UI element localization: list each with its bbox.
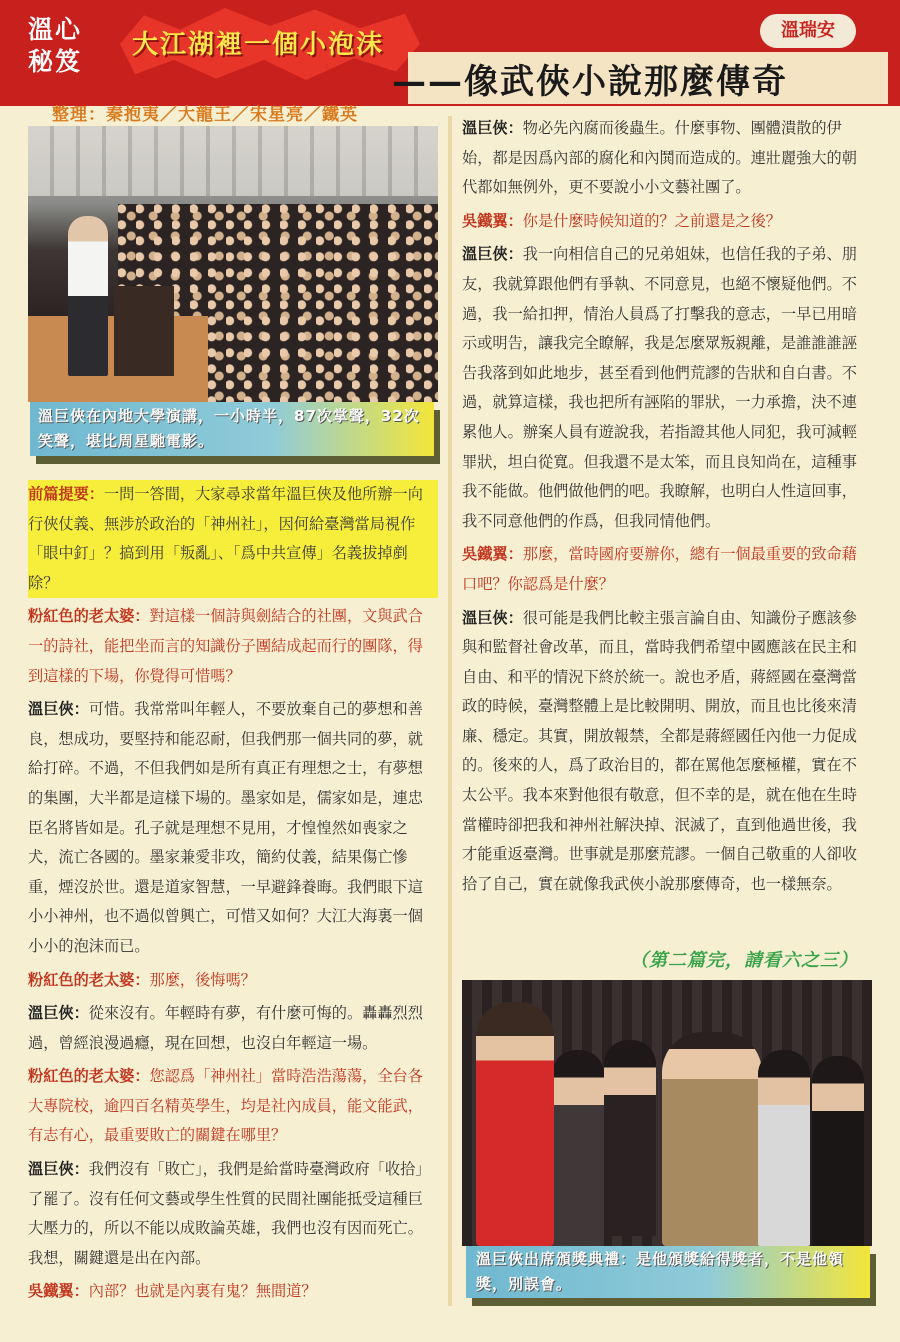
speaker-figure: [68, 216, 108, 376]
author-name: 溫瑞安: [760, 14, 856, 48]
summary-text: 一問一答間，大家尋求當年溫巨俠及他所辦一向行俠仗義、無涉於政治的「神州社」，因何給臺灣當局視作「眼中釘」？搞到用「叛亂」、「爲中共宣傳」名義拔掉剷除？: [28, 485, 423, 592]
ceiling-lights: [28, 126, 438, 196]
dialogue-text: 那麼，後悔嗎？: [149, 970, 256, 989]
series-title: 大江湖裡一個小泡沫: [132, 30, 385, 60]
right-column: [462, 114, 872, 899]
dialogue-entry: [462, 540, 872, 599]
speaker-label: 溫巨俠：: [28, 700, 89, 719]
dialogue-entry: [28, 966, 438, 996]
speaker-label: 溫巨俠：: [462, 245, 523, 264]
audience-person: [552, 1050, 604, 1246]
dialogue-entry: [462, 114, 872, 203]
presenter-in-jacket: [662, 1032, 762, 1246]
woman-in-red-dress: [476, 1002, 554, 1246]
lecture-photo-caption: 溫巨俠在內地大學演講，一小時半，87次掌聲，32次笑聲，堪比周星馳電影。: [30, 402, 434, 456]
dialogue-text: 我一向相信自己的兄弟姐妹，也信任我的子弟、朋友，我就算跟他們有爭執、不同意見，也絕不懷疑他們。不過，我一給扣押，情治人員爲了打擊我的意志，一早已用暗示或明告，讓我完全瞭解，我是怎麼眾叛親離，是誰誰誰誣告我落到如此地步，甚至看到他們荒謬的告狀和自白書。不過，就算這樣，我也把所有誣陷的罪狀，一力承擔，決不連累他人。辦案人員有遊說我，若指證其他人同犯，我可減輕罪狀，坦白從寬。但我還不是太笨，而且良知尚在，這種事我不能做。他們做他們的吧。我瞭解，也明白人性這回事，我不同意他們的作爲，但我同情他們。: [462, 245, 857, 530]
speaker-label: 溫巨俠：: [28, 1004, 89, 1023]
speaker-label: 粉紅色的老太婆：: [28, 607, 150, 626]
dialogue-text: 您認爲「神州社」當時浩浩蕩蕩，全台各大專院校，逾四百名精英學生，均是社內成員，能文能武，有志有心，最重要敗亡的關鍵在哪里？: [28, 1067, 423, 1145]
dialogue-entry: [28, 602, 438, 691]
column-title: 溫心 秘笈: [28, 15, 83, 76]
award-ceremony-photo: [462, 980, 872, 1246]
dialogue-entry: [28, 695, 438, 961]
dialogue-text: 從來沒有。年輕時有夢，有什麼可悔的。轟轟烈烈過，曾經浪漫過癮，現在回想，也沒白年輕這一場。: [28, 1004, 423, 1052]
dialogue-text: 你是什麼時候知道的？之前還是之後？: [522, 211, 781, 230]
dialogue-entry: [462, 207, 872, 237]
summary-block: [28, 480, 438, 598]
podium: [114, 286, 174, 376]
speaker-label: 吳鐵翼：: [462, 211, 523, 230]
dialogue-entry: [28, 999, 438, 1058]
dialogue-text: 那麼，當時國府要辦你，總有一個最重要的致命藉口吧？你認爲是什麼？: [462, 545, 857, 593]
dialogue-text: 內部？也就是內裏有鬼？無間道？: [88, 1282, 317, 1301]
dialogue-text: 物必先內腐而後蟲生。什麼事物、團體潰散的伊始，都是因爲內部的腐化和內鬨而造成的。連壯麗強大的朝代都如無例外，更不要說小小文藝社團了。: [462, 119, 857, 197]
speaker-label: 粉紅色的老太婆：: [28, 970, 150, 989]
dialogue-entry: [28, 1062, 438, 1151]
credits-line: 整理：秦抱夷／大龍王／宋星亮／鐵英: [52, 105, 358, 125]
audience-person: [758, 1050, 810, 1246]
audience-person: [604, 1040, 656, 1236]
speaker-label: 溫巨俠：: [28, 1160, 89, 1179]
dialogue-entry: [462, 240, 872, 536]
lecture-photo: [28, 126, 438, 402]
dialogue-text: 可惜。我常常叫年輕人，不要放棄自己的夢想和善良，想成功，要堅持和能忍耐，但我們那一個共同的夢，就給打碎。不過，不但我們如是所有真正有理想之士，有夢想的集團，大半都是這樣下場的。墨家如是，儒家如是，連忠臣名將皆如是。孔子就是理想不見用，才惶惶然如喪家之犬，流亡各國的。墨家兼愛非攻，簡約仗義，結果傷亡慘重，煙沒於世。還是道家智慧，一早避鋒養晦。我們眼下這小小神州，也不過似曾興亡，可惜又如何？大江大海裏一個小小的泡沫而已。: [28, 700, 423, 955]
speaker-label: 吳鐵翼：: [28, 1282, 89, 1301]
dialogue-text: 很可能是我們比較主張言論自由、知識份子應該參與和監督社會改革，而且，當時我們希望中國應該在民主和自由、和平的情況下終於統一。說也矛盾，蔣經國在臺灣當政的時候，臺灣整體上是比較開明、開放，而且也比後來清廉、穩定。其實，開放報禁，全都是蔣經國任內他一力促成的。後來的人，爲了政治目的，都在罵他怎麼極權，實在不太公平。我本來對他很有敬意，但不幸的是，就在他在生時當權時卻把我和神州社解決掉、泯滅了，直到他過世後，我才能重返臺灣。世事就是那麼荒謬。一個自己敬重的人卻收拾了自己，實在就像我武俠小說那麼傳奇，也一樣無奈。: [462, 608, 857, 893]
dialogue-entry: [28, 1277, 438, 1307]
speaker-label: 溫巨俠：: [462, 608, 523, 627]
column-divider: [448, 116, 452, 1306]
dialogue-text: 對這樣一個詩與劍結合的社團，文與武合一的詩社，能把坐而言的知識份子團結成起而行的團隊，得到這樣的下場，你覺得可惜嗎？: [28, 607, 423, 685]
speaker-label: 粉紅色的老太婆：: [28, 1067, 150, 1086]
continued-note: （第二篇完，請看六之三）: [630, 950, 858, 971]
speaker-label: 溫巨俠：: [462, 119, 523, 137]
audience-person: [812, 1056, 864, 1246]
headline: ——像武俠小說那麼傳奇: [392, 62, 788, 102]
summary-label: 前篇提要：: [28, 485, 104, 503]
award-photo-caption: 溫巨俠出席頒獎典禮：是他頒獎給得獎者，不是他領獎，別誤會。: [466, 1246, 870, 1298]
dialogue-entry: [28, 1155, 438, 1273]
dialogue-entry: [462, 604, 872, 900]
speaker-label: 吳鐵翼：: [462, 545, 523, 564]
dialogue-text: 我們沒有「敗亡」，我們是給當時臺灣政府「收拾」了罷了。沒有任何文藝或學生性質的民間社團能抵受這種巨大壓力的，所以不能以成敗論英雄，我們也沒有因而死亡。我想，關鍵還是出在內部。: [28, 1160, 431, 1267]
left-column: [28, 480, 438, 1307]
